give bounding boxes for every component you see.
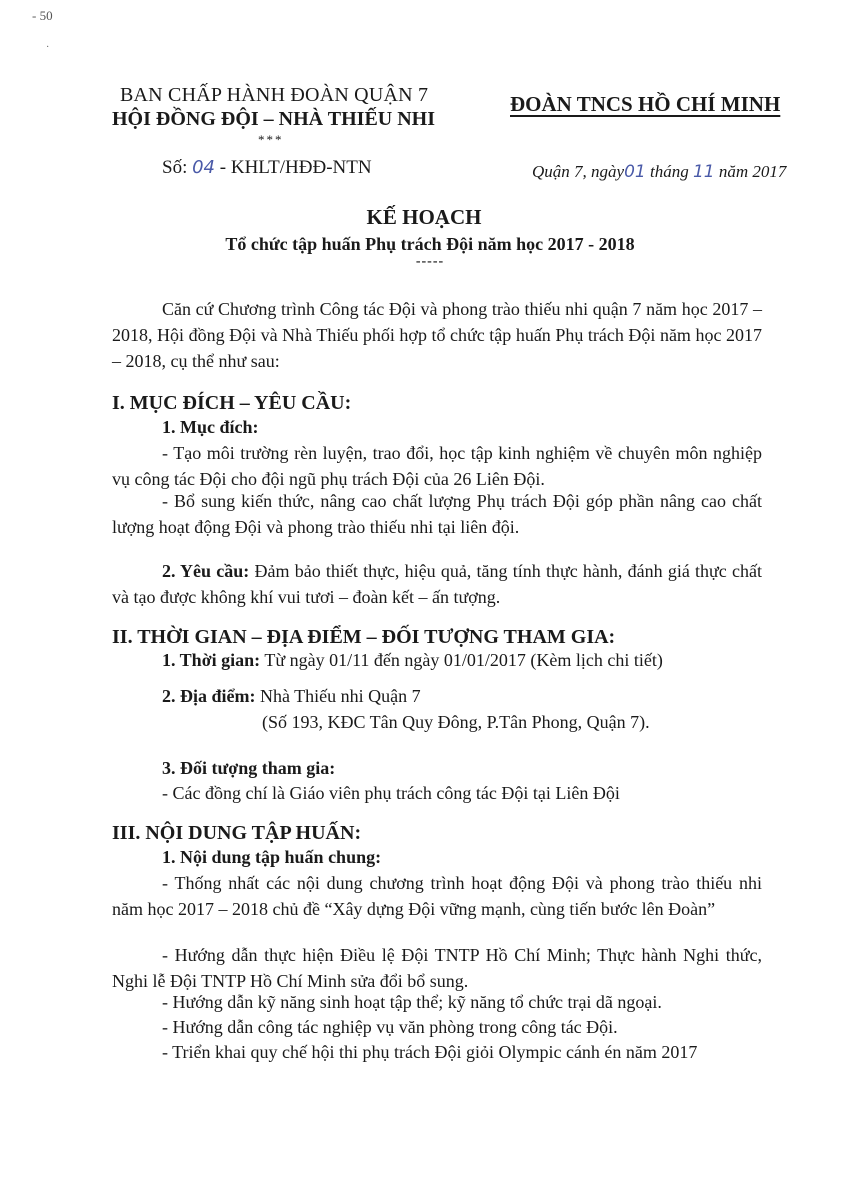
section-3-bullet-3: - Hướng dẫn kỹ năng sinh hoạt tập thể; kỹ năng tổ chức trại dã ngoại. xyxy=(162,992,662,1012)
s3-b1-text: - Thống nhất các nội dung chương trình hoạt động Đội và phong trào thiếu nhi năm học 2017 – 2018 chủ đề “Xây dựng Đội vững mạnh, cùng tiến bước lên Đoàn” xyxy=(112,873,762,919)
corner-mark: - 50 xyxy=(32,8,53,23)
stars-separator: *** xyxy=(258,132,284,147)
union-name: ĐOÀN TNCS HỒ CHÍ MINH xyxy=(510,92,781,116)
section-1-sub-2: 2. Yêu cầu: xyxy=(162,561,250,581)
section-1-bullet-2 xyxy=(112,488,762,540)
place-address: (Số 193, KĐC Tân Quy Đông, P.Tân Phong, Quận 7). xyxy=(262,712,650,732)
section-3-bullet-4: - Hướng dẫn công tác nghiệp vụ văn phòng trong công tác Đội. xyxy=(162,1017,618,1037)
intro-paragraph xyxy=(112,296,762,374)
section-3-heading: III. NỘI DUNG TẬP HUẤN: xyxy=(112,822,362,844)
doc-no-prefix: Số: xyxy=(162,157,193,178)
doc-no-handwritten: 04 xyxy=(192,157,216,178)
scan-dot: · xyxy=(46,42,50,53)
time-line xyxy=(162,650,663,671)
document-number xyxy=(162,157,372,179)
s1-req-text: Đảm bảo thiết thực, hiệu quả, tăng tính thực hành, đánh giá thực chất và tạo được không khí vui tươi – đoàn kết – ấn tượng. xyxy=(112,561,762,607)
section-3-bullet-2 xyxy=(112,942,762,994)
date-day: 01 xyxy=(624,162,646,182)
s1-b2-text: - Bổ sung kiến thức, nâng cao chất lượng Phụ trách Đội góp phần nâng cao chất lượng hoạt động Đội và phong trào thiếu nhi tại liên đội. xyxy=(112,491,762,537)
org-line-1: BAN CHẤP HÀNH ĐOÀN QUẬN 7 xyxy=(120,84,429,106)
section-1-heading: I. MỤC ĐÍCH – YÊU CẦU: xyxy=(112,392,352,414)
time-label: 1. Thời gian: xyxy=(162,650,261,670)
plan-subtitle: Tổ chức tập huấn Phụ trách Đội năm học 2017 - 2018 xyxy=(225,234,635,254)
title-divider: ----- xyxy=(415,254,445,269)
date-month: 11 xyxy=(692,162,715,182)
place-text: Nhà Thiếu nhi Quận 7 xyxy=(255,686,421,706)
date-prefix: Quận 7, ngày xyxy=(532,162,625,181)
target-label: 3. Đối tượng tham gia: xyxy=(162,758,336,778)
date-suffix: năm 2017 xyxy=(714,162,787,181)
s3-b2-text: - Hướng dẫn thực hiện Điều lệ Đội TNTP Hồ Chí Minh; Thực hành Nghi thức, Nghi lễ Đội TNTP Hồ Chí Minh sửa đổi bổ sung. xyxy=(112,945,762,991)
intro-text: Căn cứ Chương trình Công tác Đội và phong trào thiếu nhi quận 7 năm học 2017 – 2018, Hội đồng Đội và Nhà Thiếu phối hợp tổ chức tập huấn Phụ trách Đội năm học 2017 – 2018, cụ thể như sau: xyxy=(112,299,762,371)
section-1-sub-1: 1. Mục đích: xyxy=(162,417,259,437)
place-label: 2. Địa điểm: xyxy=(162,686,256,706)
s1-b1-text: - Tạo môi trường rèn luyện, trao đổi, học tập kinh nghiệm về chuyên môn nghiệp vụ công tác Đội cho đội ngũ phụ trách Đội của 26 Liên Đội. xyxy=(112,443,762,489)
section-1-bullet-1 xyxy=(112,440,762,492)
date-line xyxy=(532,162,786,182)
section-3-sub-1: 1. Nội dung tập huấn chung: xyxy=(162,847,382,867)
time-text: Từ ngày 01/11 đến ngày 01/01/2017 (Kèm lịch chi tiết) xyxy=(260,650,663,670)
place-line xyxy=(162,686,421,707)
plan-title: KẾ HOẠCH xyxy=(366,205,482,229)
section-2-heading: II. THỜI GIAN – ĐỊA ĐIỂM – ĐỐI TƯỢNG THAM GIA: xyxy=(112,626,616,648)
section-3-bullet-1 xyxy=(112,870,762,922)
section-3-bullet-5: - Triển khai quy chế hội thi phụ trách Đội giỏi Olympic cánh én năm 2017 xyxy=(162,1042,698,1062)
date-mid: tháng xyxy=(645,162,693,181)
section-1-requirement xyxy=(112,558,762,610)
target-text: - Các đồng chí là Giáo viên phụ trách công tác Đội tại Liên Đội xyxy=(162,783,620,803)
org-line-2: HỘI ĐỒNG ĐỘI – NHÀ THIẾU NHI xyxy=(112,108,436,130)
doc-no-suffix: - KHLT/HĐĐ-NTN xyxy=(215,157,372,178)
